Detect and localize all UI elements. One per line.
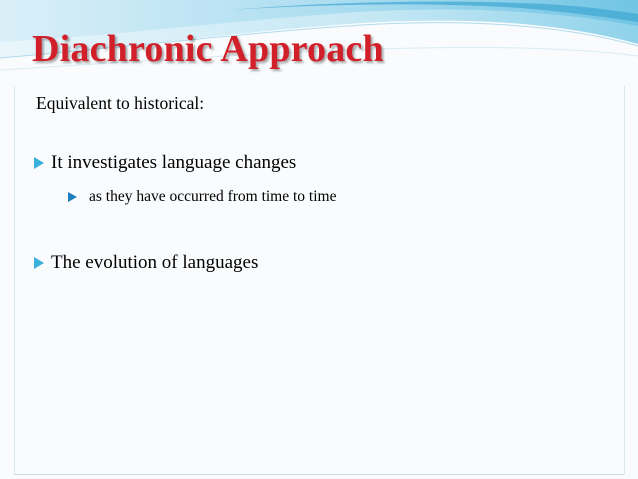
slide-subheading: Equivalent to historical: (36, 93, 205, 113)
bullet-text: The evolution of languages (51, 252, 259, 273)
slide-title: Diachronic Approach (32, 28, 384, 70)
bullet-text: It investigates language changes (51, 152, 297, 173)
slide-frame-bottom (14, 474, 624, 475)
triangle-bullet-icon (34, 157, 44, 169)
sub-bullet-item (68, 188, 336, 206)
triangle-bullet-icon (68, 192, 77, 202)
slide-frame-left (14, 86, 15, 474)
triangle-bullet-icon (34, 257, 44, 269)
slide-frame-right (624, 86, 625, 474)
bullet-item (34, 252, 258, 274)
sub-bullet-text: as they have occurred from time to time (89, 188, 337, 205)
bullet-item (34, 152, 296, 174)
